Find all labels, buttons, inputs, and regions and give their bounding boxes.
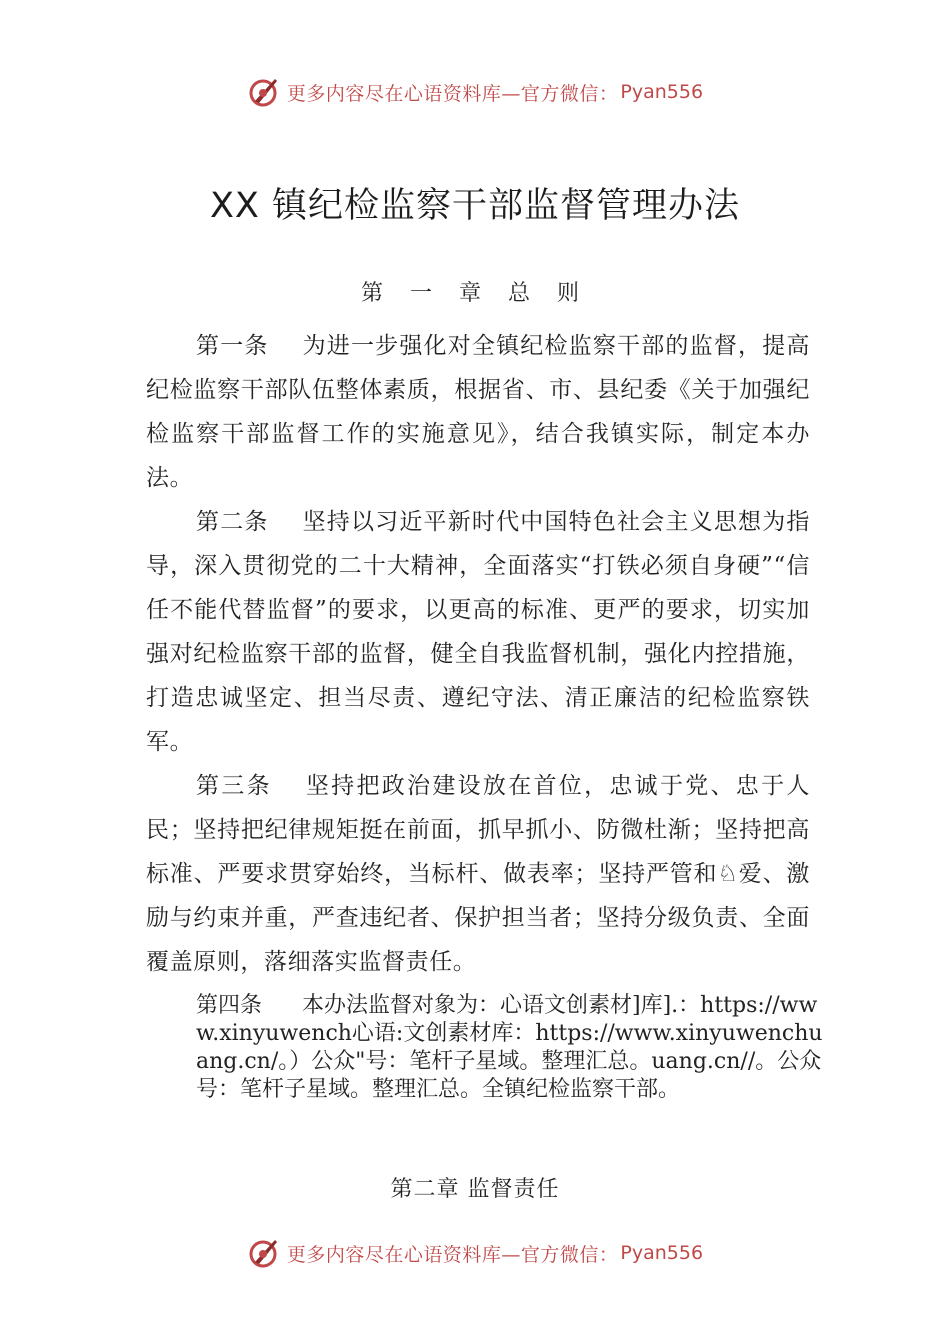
- article-3: [146, 764, 810, 984]
- article-label: 第一条: [196, 333, 269, 359]
- banner-wechat-id: Pyan556: [620, 1242, 704, 1264]
- document-title: XX 镇纪检监察干部监督管理办法: [209, 186, 741, 226]
- article-label: 第三条: [196, 773, 272, 799]
- banner-wechat-id: Pyan556: [620, 81, 704, 103]
- article-4: [196, 992, 830, 1104]
- chapter-1-heading: 第 一 章 总 则: [361, 281, 589, 306]
- article-text: 本办法监督对象为：心语文创素材]库].：https://www.xinyuwench心语:文创素材库：https://www.xinyuwenchuang.cn/。）公众"号：笔杆子星域。整理汇总。uang.cn//。公众号：笔杆子星域。整理汇总。全镇纪检监察干部。: [196, 993, 823, 1102]
- article-label: 第二条: [196, 509, 269, 535]
- article-1: [146, 324, 810, 500]
- banner-text: 更多内容尽在心语资料库—官方微信：: [286, 1243, 619, 1266]
- article-2: [146, 500, 810, 764]
- article-text: 坚持把政治建设放在首位，忠诚于党、忠于人民；坚持把纪律规矩挺在前面，抓早抓小、防微杜渐；坚持把高标准、严要求贯穿始终，当标杆、做表率；坚持严管和♘爱、激励与约束并重，严查违纪者、保护担当者；坚持分级负责、全面覆盖原则，落细落实监督责任。: [146, 773, 810, 975]
- watermark-banner-bottom: [0, 1233, 950, 1273]
- article-label: 第四条: [196, 993, 263, 1018]
- article-text: 坚持以习近平新时代中国特色社会主义思想为指导，深入贯彻党的二十大精神，全面落实“打铁必须自身硬”“信任不能代替监督”的要求，以更高的标准、更严的要求，切实加强对纪检监察干部的监督，健全自我监督机制，强化内控措施，打造忠诚坚定、担当尽责、遵纪守法、清正廉洁的纪检监察铁军。: [146, 509, 810, 755]
- watermark-banner-top: [0, 72, 950, 112]
- article-text: 为进一步强化对全镇纪检监察干部的监督，提高纪检监察干部队伍整体素质，根据省、市、县纪委《关于加强纪检监察干部监督工作的实施意见》，结合我镇实际，制定本办法。: [146, 333, 810, 491]
- quill-logo-icon: [247, 75, 281, 109]
- chapter-2-heading: 第二章 监督责任: [390, 1177, 560, 1202]
- quill-logo-icon: [247, 1236, 281, 1270]
- banner-text: 更多内容尽在心语资料库—官方微信：: [286, 82, 619, 105]
